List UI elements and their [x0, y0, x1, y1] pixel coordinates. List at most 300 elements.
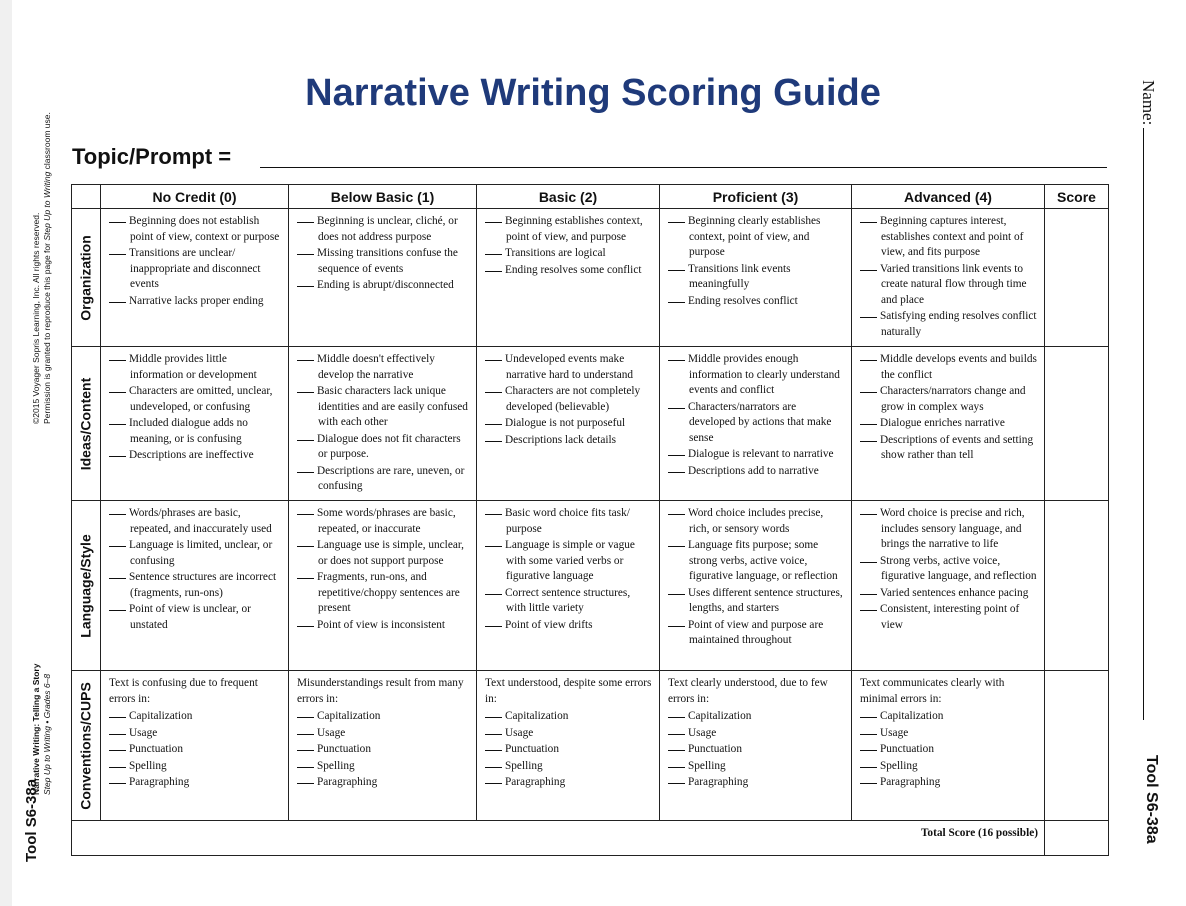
checkbox-blank[interactable] — [485, 767, 502, 768]
criteria-item — [297, 570, 470, 617]
checkbox-blank[interactable] — [109, 514, 126, 515]
criteria-list — [297, 214, 470, 294]
criteria-item — [485, 384, 653, 415]
score-cell[interactable] — [1045, 671, 1109, 821]
criteria-item — [485, 433, 653, 449]
checkbox-blank[interactable] — [860, 767, 877, 768]
criteria-text: Ending is abrupt/disconnected — [317, 279, 454, 291]
criteria-text: Capitalization — [880, 710, 944, 722]
criteria-cell — [660, 671, 852, 821]
criteria-item — [668, 447, 845, 463]
criteria-item — [109, 214, 282, 245]
rubric-row-organization — [72, 209, 1109, 347]
conventions-intro: Text is confusing due to frequent errors in: — [109, 677, 258, 705]
criteria-cell — [477, 209, 660, 347]
criteria-cell — [289, 671, 477, 821]
criteria-item — [297, 742, 470, 758]
criteria-item — [860, 416, 1038, 432]
criteria-text: Capitalization — [129, 710, 193, 722]
checkbox-blank[interactable] — [109, 360, 126, 361]
criteria-item — [668, 506, 845, 537]
total-score-cell[interactable] — [1045, 821, 1109, 856]
criteria-item — [668, 352, 845, 399]
checkbox-blank[interactable] — [860, 441, 877, 442]
criteria-text: Paragraphing — [129, 776, 190, 788]
criteria-text: Transitions link events meaningfully — [688, 262, 791, 290]
criteria-item — [860, 309, 1038, 340]
criteria-item — [109, 570, 282, 601]
criteria-item — [860, 759, 1038, 775]
checkbox-blank[interactable] — [668, 783, 685, 784]
criteria-text: Beginning does not establish point of view, context or purpose — [129, 215, 280, 243]
criteria-item — [485, 506, 653, 537]
checkbox-blank[interactable] — [668, 750, 685, 751]
checkbox-blank[interactable] — [485, 424, 502, 425]
criteria-list — [860, 352, 1038, 464]
criteria-cell — [660, 209, 852, 347]
criteria-item — [668, 709, 845, 725]
checkbox-blank[interactable] — [860, 222, 877, 223]
checkbox-blank[interactable] — [668, 546, 685, 547]
checkbox-blank[interactable] — [860, 270, 877, 271]
name-label: Name: — [1139, 80, 1158, 126]
checkbox-blank[interactable] — [297, 360, 314, 361]
criteria-cell — [101, 501, 289, 671]
criteria-list — [485, 352, 653, 448]
criteria-text: Point of view and purpose are maintained throughout — [688, 618, 824, 646]
criteria-item — [109, 416, 282, 447]
checkbox-blank[interactable] — [297, 783, 314, 784]
criteria-item — [860, 384, 1038, 415]
checkbox-blank[interactable] — [860, 750, 877, 751]
criteria-text: Descriptions are ineffective — [129, 449, 254, 461]
criteria-text: Capitalization — [688, 710, 752, 722]
checkbox-blank[interactable] — [668, 360, 685, 361]
criteria-item — [485, 775, 653, 791]
criteria-text: Paragraphing — [688, 776, 749, 788]
topic-prompt-label: Topic/Prompt = — [72, 144, 232, 169]
criteria-text: Transitions are unclear/ inappropriate and disconnect events — [129, 247, 261, 290]
criteria-list — [297, 506, 470, 633]
criteria-text: Word choice includes precise, rich, or sensory words — [688, 507, 824, 535]
criteria-item — [297, 759, 470, 775]
criteria-text: Punctuation — [317, 743, 371, 755]
criteria-item — [109, 775, 282, 791]
criteria-text: Language use is simple, unclear, or does not support purpose — [317, 539, 464, 567]
criteria-text: Dialogue is not purposeful — [505, 417, 626, 429]
criteria-item — [668, 294, 845, 310]
criteria-cell — [289, 347, 477, 501]
checkbox-blank[interactable] — [485, 514, 502, 515]
criteria-text: Word choice is precise and rich, includes sensory language, and brings the narrative to life — [880, 507, 1025, 550]
checkbox-blank[interactable] — [297, 734, 314, 735]
score-cell[interactable] — [1045, 347, 1109, 501]
criteria-text: Beginning clearly establishes context, point of view, and purpose — [688, 215, 821, 258]
criteria-item — [297, 538, 470, 569]
criteria-item — [668, 400, 845, 447]
checkbox-blank[interactable] — [297, 750, 314, 751]
criteria-text: Beginning establishes context, point of view, and purpose — [505, 215, 643, 243]
criteria-item — [668, 214, 845, 261]
row-label: Language/Style — [72, 501, 101, 671]
criteria-text: Words/phrases are basic, repeated, and inaccurately used — [129, 507, 272, 535]
criteria-text: Satisfying ending resolves conflict naturally — [880, 310, 1037, 338]
checkbox-blank[interactable] — [297, 514, 314, 515]
criteria-text: Capitalization — [505, 710, 569, 722]
row-label: Conventions/CUPS — [72, 671, 101, 821]
checkbox-blank[interactable] — [668, 626, 685, 627]
criteria-item — [668, 742, 845, 758]
criteria-item — [668, 775, 845, 791]
criteria-list — [109, 214, 282, 309]
checkbox-blank[interactable] — [297, 767, 314, 768]
criteria-item — [109, 384, 282, 415]
criteria-text: Spelling — [129, 759, 167, 772]
criteria-cell — [101, 347, 289, 501]
checkbox-blank[interactable] — [485, 734, 502, 735]
criteria-list — [860, 709, 1038, 791]
checkbox-blank[interactable] — [485, 360, 502, 361]
criteria-cell — [477, 347, 660, 501]
criteria-text: Spelling — [688, 759, 726, 772]
criteria-item — [297, 464, 470, 495]
checkbox-blank[interactable] — [668, 455, 685, 456]
checkbox-blank[interactable] — [860, 610, 877, 611]
checkbox-blank[interactable] — [485, 717, 502, 718]
criteria-item — [485, 759, 653, 775]
checkbox-blank[interactable] — [860, 783, 877, 784]
criteria-cell — [852, 671, 1045, 821]
criteria-item — [109, 759, 282, 775]
checkbox-blank[interactable] — [109, 734, 126, 735]
criteria-text: Language is simple or vague with some varied verbs or figurative language — [505, 539, 635, 582]
checkbox-blank[interactable] — [860, 514, 877, 515]
criteria-item — [485, 538, 653, 585]
page-edge-strip — [0, 0, 12, 906]
checkbox-blank[interactable] — [485, 783, 502, 784]
checkbox-blank[interactable] — [109, 578, 126, 579]
criteria-item — [485, 246, 653, 262]
criteria-text: Transitions are logical — [505, 247, 606, 259]
checkbox-blank[interactable] — [860, 562, 877, 563]
criteria-item — [297, 214, 470, 245]
checkbox-blank[interactable] — [485, 392, 502, 393]
name-field[interactable] — [1143, 128, 1144, 720]
criteria-item — [109, 602, 282, 633]
criteria-list — [109, 352, 282, 464]
criteria-item — [109, 538, 282, 569]
checkbox-blank[interactable] — [485, 750, 502, 751]
checkbox-blank[interactable] — [109, 254, 126, 255]
checkbox-blank[interactable] — [668, 472, 685, 473]
copyright-notice: ©2015 Voyager Sopris Learning, Inc. All rights reserved. Permission is granted to reproduce this page for Step Up to Writing classroom use. — [31, 112, 52, 424]
checkbox-blank[interactable] — [485, 626, 502, 627]
criteria-text: Varied sentences enhance pacing — [880, 586, 1029, 599]
scoring-rubric-table — [71, 184, 1109, 856]
checkbox-blank[interactable] — [485, 222, 502, 223]
criteria-item — [109, 246, 282, 293]
criteria-item — [485, 416, 653, 432]
criteria-item — [297, 506, 470, 537]
criteria-text: Characters/narrators change and grow in complex ways — [880, 385, 1026, 413]
checkbox-blank[interactable] — [860, 424, 877, 425]
criteria-text: Consistent, interesting point of view — [880, 603, 1020, 631]
criteria-item — [109, 506, 282, 537]
criteria-text: Spelling — [317, 759, 355, 772]
criteria-text: Descriptions are rare, uneven, or confusing — [317, 464, 465, 492]
criteria-cell — [477, 501, 660, 671]
checkbox-blank[interactable] — [109, 222, 126, 223]
criteria-item — [485, 352, 653, 383]
row-label: Organization — [72, 209, 101, 347]
checkbox-blank[interactable] — [668, 270, 685, 271]
checkbox-blank[interactable] — [109, 392, 126, 393]
score-cell[interactable] — [1045, 209, 1109, 347]
checkbox-blank[interactable] — [109, 783, 126, 784]
criteria-item — [485, 709, 653, 725]
criteria-text: Punctuation — [129, 743, 183, 755]
criteria-text: Ending resolves conflict — [688, 294, 798, 307]
checkbox-blank[interactable] — [668, 222, 685, 223]
header-row — [72, 185, 1109, 209]
checkbox-blank[interactable] — [109, 717, 126, 718]
checkbox-blank[interactable] — [668, 302, 685, 303]
criteria-text: Basic characters lack unique identities and are easily confused with each other — [317, 385, 468, 428]
criteria-list — [485, 214, 653, 278]
column-header: Basic (2) — [477, 185, 660, 209]
criteria-item — [297, 432, 470, 463]
criteria-text: Characters/narrators are developed by actions that make sense — [688, 400, 832, 444]
criteria-cell — [477, 671, 660, 821]
criteria-list — [297, 709, 470, 791]
criteria-text: Narrative lacks proper ending — [129, 294, 264, 307]
checkbox-blank[interactable] — [297, 546, 314, 547]
score-cell[interactable] — [1045, 501, 1109, 671]
criteria-item — [860, 214, 1038, 261]
checkbox-blank[interactable] — [109, 610, 126, 611]
criteria-item — [297, 618, 470, 634]
tool-id-right: Tool S6-38a — [1143, 755, 1160, 844]
criteria-item — [860, 554, 1038, 585]
criteria-item — [860, 726, 1038, 742]
checkbox-blank[interactable] — [109, 546, 126, 547]
criteria-item — [297, 352, 470, 383]
criteria-item — [297, 246, 470, 277]
criteria-text: Paragraphing — [317, 776, 378, 788]
criteria-text: Fragments, run-ons, and repetitive/choppy sentences are present — [317, 571, 460, 614]
checkbox-blank[interactable] — [109, 767, 126, 768]
criteria-item — [668, 586, 845, 617]
criteria-list — [668, 214, 845, 309]
conventions-intro: Misunderstandings result from many errors in: — [297, 677, 464, 705]
criteria-list — [668, 506, 845, 649]
checkbox-blank[interactable] — [668, 767, 685, 768]
criteria-text: Descriptions of events and setting show rather than tell — [880, 433, 1034, 461]
checkbox-blank[interactable] — [109, 424, 126, 425]
criteria-item — [297, 278, 470, 294]
conventions-intro: Text clearly understood, due to few errors in: — [668, 677, 828, 705]
criteria-item — [668, 726, 845, 742]
checkbox-blank[interactable] — [485, 271, 502, 272]
checkbox-blank[interactable] — [860, 360, 877, 361]
criteria-text: Middle develops events and builds the conflict — [880, 353, 1037, 381]
checkbox-blank[interactable] — [297, 254, 314, 255]
column-header: Score — [1045, 185, 1109, 209]
criteria-item — [485, 214, 653, 245]
criteria-text: Language fits purpose; some strong verbs, active voice, figurative language, or reflection — [688, 539, 838, 582]
criteria-item — [485, 618, 653, 634]
criteria-list — [860, 506, 1038, 633]
checkbox-blank[interactable] — [485, 594, 502, 595]
criteria-list — [297, 352, 470, 495]
column-header: Proficient (3) — [660, 185, 852, 209]
criteria-text: Characters are not completely developed (believable) — [505, 385, 641, 413]
criteria-item — [297, 775, 470, 791]
criteria-item — [109, 726, 282, 742]
checkbox-blank[interactable] — [297, 626, 314, 627]
criteria-text: Usage — [880, 726, 909, 739]
criteria-text: Language is limited, unclear, or confusing — [129, 539, 273, 567]
criteria-item — [860, 433, 1038, 464]
criteria-item — [485, 742, 653, 758]
checkbox-blank[interactable] — [109, 750, 126, 751]
criteria-item — [860, 506, 1038, 553]
criteria-list — [485, 506, 653, 633]
criteria-text: Basic word choice fits task/ purpose — [505, 507, 630, 535]
column-header: Advanced (4) — [852, 185, 1045, 209]
criteria-cell — [289, 209, 477, 347]
criteria-text: Spelling — [505, 759, 543, 772]
criteria-text: Usage — [129, 726, 158, 739]
rubric-row-language — [72, 501, 1109, 671]
criteria-cell — [852, 347, 1045, 501]
criteria-text: Uses different sentence structures, lengths, and starters — [688, 586, 843, 614]
criteria-text: Missing transitions confuse the sequence of events — [317, 247, 458, 275]
criteria-text: Ending resolves some conflict — [505, 263, 642, 276]
checkbox-blank[interactable] — [485, 546, 502, 547]
criteria-item — [297, 384, 470, 431]
criteria-cell — [852, 501, 1045, 671]
checkbox-blank[interactable] — [668, 408, 685, 409]
total-row — [72, 821, 1109, 856]
criteria-item — [860, 586, 1038, 602]
criteria-text: Descriptions lack details — [505, 433, 617, 446]
rubric-row-conventions — [72, 671, 1109, 821]
checkbox-blank[interactable] — [297, 440, 314, 441]
checkbox-blank[interactable] — [668, 734, 685, 735]
topic-prompt-field[interactable] — [260, 167, 1107, 168]
criteria-text: Some words/phrases are basic, repeated, or inaccurate — [317, 507, 456, 535]
checkbox-blank[interactable] — [860, 717, 877, 718]
criteria-item — [668, 759, 845, 775]
checkbox-blank[interactable] — [297, 472, 314, 473]
criteria-list — [860, 214, 1038, 340]
criteria-text: Point of view is unclear, or unstated — [129, 603, 251, 631]
criteria-item — [485, 726, 653, 742]
document-info: Narrative Writing: Telling a Story Step Up to Writing • Grades 6–8 — [31, 663, 52, 795]
criteria-item — [668, 262, 845, 293]
criteria-text: Varied transitions link events to create natural flow through time and place — [880, 262, 1027, 306]
criteria-text: Descriptions add to narrative — [688, 464, 819, 477]
criteria-item — [668, 464, 845, 480]
criteria-item — [668, 538, 845, 585]
criteria-text: Middle provides little information or development — [129, 353, 257, 381]
criteria-text: Punctuation — [505, 743, 559, 755]
criteria-item — [109, 448, 282, 464]
criteria-text: Undeveloped events make narrative hard to understand — [505, 353, 634, 381]
checkbox-blank[interactable] — [485, 254, 502, 255]
criteria-cell — [289, 501, 477, 671]
criteria-item — [668, 618, 845, 649]
criteria-item — [109, 742, 282, 758]
criteria-item — [297, 709, 470, 725]
criteria-text: Punctuation — [688, 743, 742, 755]
checkbox-blank[interactable] — [297, 392, 314, 393]
criteria-text: Paragraphing — [880, 776, 941, 788]
checkbox-blank[interactable] — [860, 734, 877, 735]
checkbox-blank[interactable] — [668, 594, 685, 595]
criteria-item — [109, 352, 282, 383]
checkbox-blank[interactable] — [109, 302, 126, 303]
criteria-text: Usage — [688, 726, 717, 739]
criteria-cell — [660, 347, 852, 501]
checkbox-blank[interactable] — [668, 717, 685, 718]
checkbox-blank[interactable] — [297, 222, 314, 223]
checkbox-blank[interactable] — [860, 317, 877, 318]
criteria-item — [860, 262, 1038, 309]
page-title: Narrative Writing Scoring Guide — [305, 72, 881, 114]
criteria-text: Beginning captures interest, establishes context and point of view, and fits purpose — [880, 215, 1024, 258]
criteria-list — [109, 506, 282, 633]
checkbox-blank[interactable] — [297, 578, 314, 579]
checkbox-blank[interactable] — [109, 456, 126, 457]
criteria-cell — [660, 501, 852, 671]
criteria-text: Point of view is inconsistent — [317, 618, 446, 631]
checkbox-blank[interactable] — [297, 717, 314, 718]
column-header: No Credit (0) — [101, 185, 289, 209]
conventions-intro: Text understood, despite some errors in: — [485, 677, 652, 705]
criteria-list — [668, 352, 845, 479]
criteria-text: Usage — [505, 726, 534, 739]
criteria-text: Capitalization — [317, 710, 381, 722]
conventions-intro: Text communicates clearly with minimal errors in: — [860, 677, 1005, 705]
checkbox-blank[interactable] — [297, 286, 314, 287]
criteria-text: Dialogue enriches narrative — [880, 417, 1005, 429]
checkbox-blank[interactable] — [860, 594, 877, 595]
criteria-item — [109, 709, 282, 725]
criteria-item — [860, 742, 1038, 758]
criteria-text: Strong verbs, active voice, figurative language, and reflection — [880, 554, 1037, 582]
criteria-cell — [101, 671, 289, 821]
checkbox-blank[interactable] — [860, 392, 877, 393]
criteria-item — [860, 602, 1038, 633]
checkbox-blank[interactable] — [485, 441, 502, 442]
criteria-cell — [101, 209, 289, 347]
criteria-text: Spelling — [880, 759, 918, 772]
criteria-list — [668, 709, 845, 791]
criteria-text: Punctuation — [880, 743, 934, 755]
criteria-item — [860, 352, 1038, 383]
criteria-text: Beginning is unclear, cliché, or does not address purpose — [317, 215, 458, 243]
criteria-text: Middle doesn't effectively develop the narrative — [317, 353, 435, 381]
rubric-row-ideas — [72, 347, 1109, 501]
criteria-text: Correct sentence structures, with little variety — [505, 586, 631, 614]
criteria-item — [860, 775, 1038, 791]
criteria-text: Sentence structures are incorrect (fragments, run-ons) — [129, 571, 277, 599]
corner-cell — [72, 185, 101, 209]
checkbox-blank[interactable] — [668, 514, 685, 515]
criteria-text: Included dialogue adds no meaning, or is confusing — [129, 417, 248, 445]
